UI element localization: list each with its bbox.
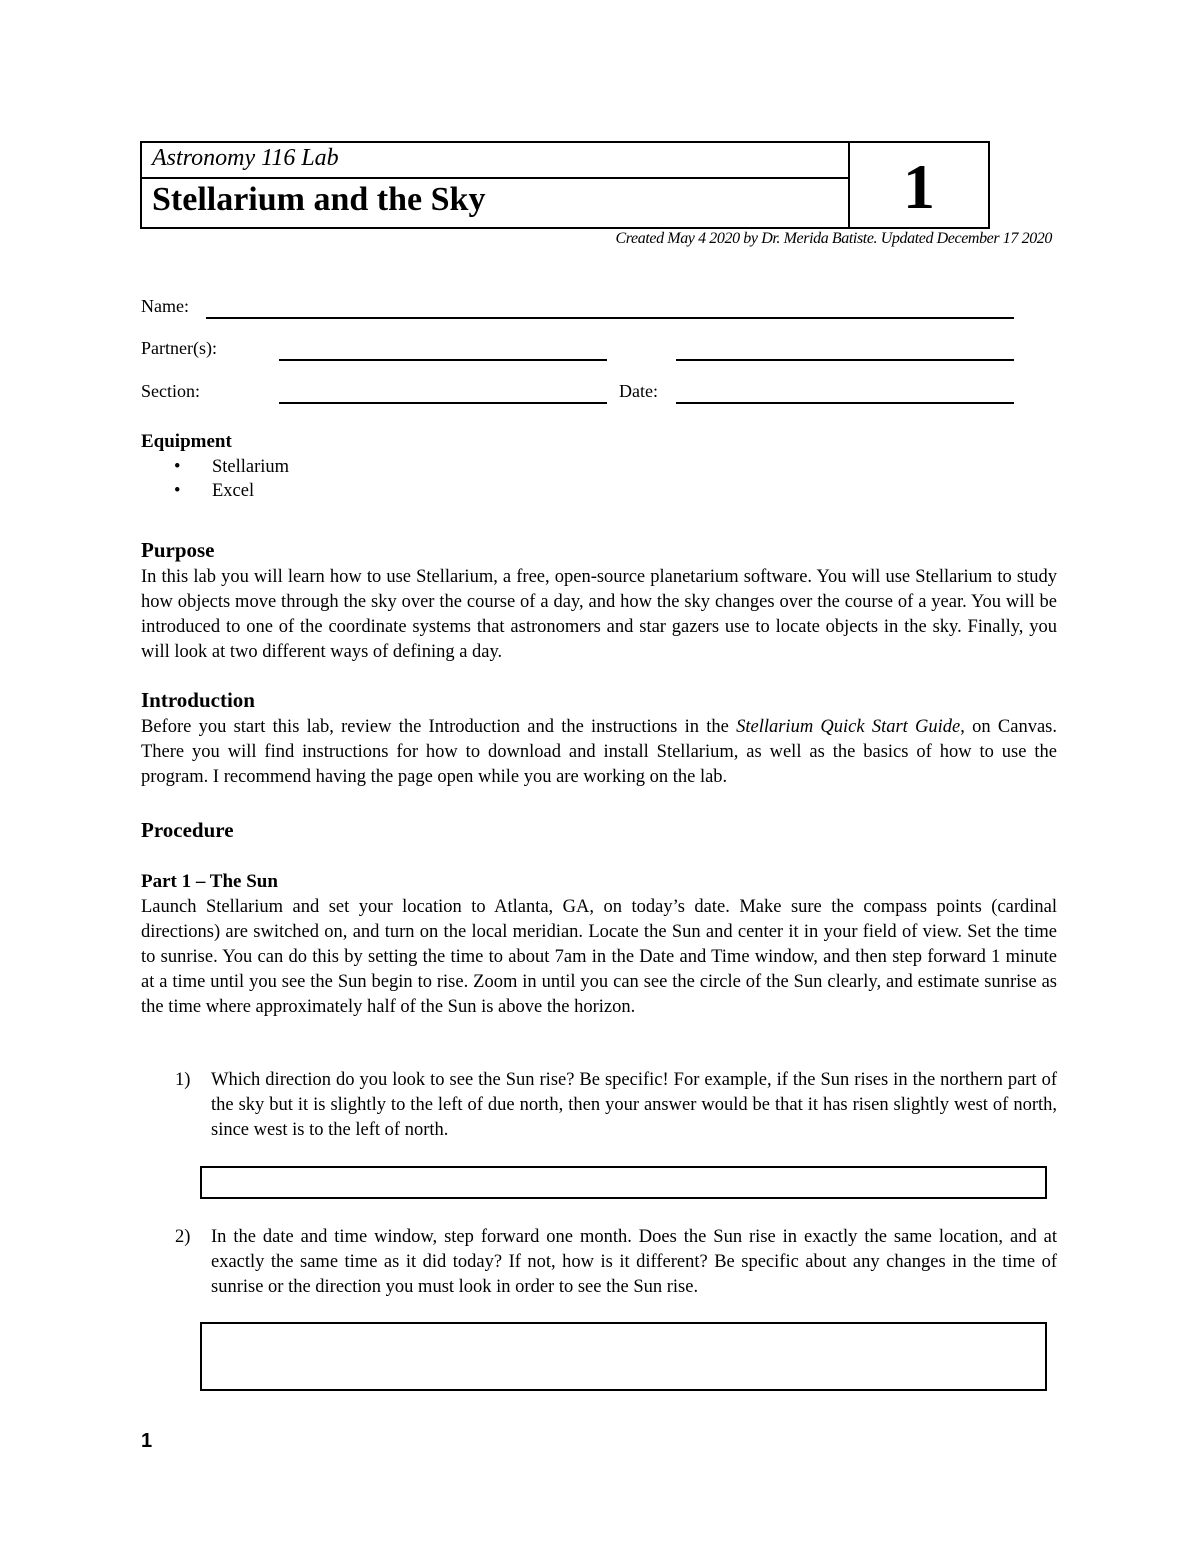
equipment-list [141,455,289,503]
lab-title: Stellarium and the Sky [152,181,486,218]
date-label: Date: [619,381,658,401]
partner-field-2[interactable] [676,359,1014,361]
introduction-heading: Introduction [141,688,255,712]
name-field[interactable] [206,317,1014,319]
name-label: Name: [141,296,189,316]
intro-text-after: , on Canvas. There you will find instructions for how to download and install Stellarium, as well as the basics of how to use the program. I recommend having the page open while you are working on the lab. [141,717,1057,787]
introduction-paragraph [141,715,1057,790]
list-item: • Stellarium [141,455,289,479]
question-text: Which direction do you look to see the Sun rise? Be specific! For example, if the Sun rises in the northern part of the sky but it is slightly to the left of due north, then your answer would be that it has risen slightly west of north, since west is to the left of north. [211,1070,1057,1140]
question-1 [175,1068,1057,1143]
question-number: 2) [175,1227,191,1247]
part1-paragraph: Launch Stellarium and set your location to Atlanta, GA, on today’s date. Make sure the compass points (cardinal directions) are switched on, and turn on the local meridian. Locate the Sun and center it in your field of view. Set the time to sunrise. You can do this by setting the time to about 7am in the Date and Time window, and then step forward 1 minute at a time until you see the Sun begin to rise. Zoom in until you can see the circle of the Sun clearly, and estimate sunrise as the time where approximately half of the Sun is above the horizon. [141,897,1057,1017]
header-divider [142,177,848,179]
intro-text-before: Before you start this lab, review the Introduction and the instructions in the [141,717,737,737]
guide-title: Stellarium Quick Start Guide [736,717,961,737]
course-name: Astronomy 116 Lab [152,145,339,171]
part1-heading-text: Part 1 – The Sun [141,871,278,892]
part1-heading [141,871,278,893]
answer-box-2[interactable] [200,1322,1047,1391]
section-field[interactable] [279,402,607,404]
procedure-heading: Procedure [141,818,234,842]
lab-number: 1 [903,151,935,222]
equipment-heading: Equipment [141,431,232,452]
equipment-section [141,431,289,503]
answer-box-1[interactable] [200,1166,1047,1199]
purpose-heading: Purpose [141,538,215,562]
list-item: • Excel [141,479,289,503]
section-label: Section: [141,381,200,401]
question-text: In the date and time window, step forward one month. Does the Sun rise in exactly the same location, and at exactly the same time as it did today? If not, how is it different? Be specific about any changes in the time of sunrise or the direction you must look in order to see the Sun rise. [211,1227,1057,1297]
purpose-paragraph: In this lab you will learn how to use Stellarium, a free, open-source planetarium software. You will use Stellarium to study how objects move through the sky over the course of a day, and how the sky changes over the course of a year. You will be introduced to one of the coordinate systems that astronomers and star gazers use to locate objects in the sky. Finally, you will look at two different ways of defining a day. [141,567,1057,662]
question-number: 1) [175,1070,191,1090]
partners-label: Partner(s): [141,338,217,358]
page-number: 1 [141,1430,153,1452]
question-2 [175,1225,1057,1300]
credit-line: Created May 4 2020 by Dr. Merida Batiste. Updated December 17 2020 [615,230,1052,247]
lab-header-box [140,141,990,229]
partner-field-1[interactable] [279,359,607,361]
date-field[interactable] [676,402,1014,404]
